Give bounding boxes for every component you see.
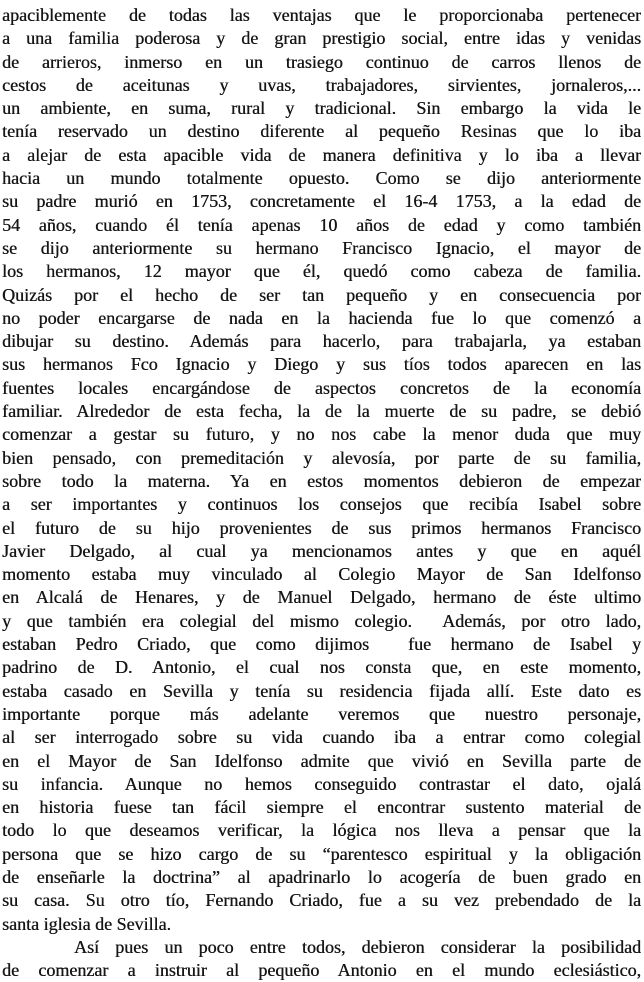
text-line: tenía reservado un destino diferente al pequeño Resinas que lo iba <box>2 121 641 142</box>
text-line: momento estaba muy vinculado al Colegio Mayor de San Idelfonso <box>2 564 641 585</box>
text-line: dibujar su destino. Además para hacerlo, para trabajarla, ya estaban <box>2 331 641 352</box>
text-line: persona que se hizo cargo de su “parentesco espiritual y la obligación <box>2 843 641 864</box>
text-line: en el Mayor de San Idelfonso admite que vivió en Sevilla parte de <box>2 750 641 771</box>
text-line: al ser interrogado sobre su vida cuando iba a entrar como colegial <box>2 727 641 748</box>
text-line: Quizás por el hecho de ser tan pequeño y en consecuencia por <box>2 284 641 305</box>
text-line: estaba casado en Sevilla y tenía su residencia fijada allí. Este dato es <box>2 680 641 701</box>
text-line: comenzar a gestar su futuro, y no nos cabe la menor duda que muy <box>2 424 641 445</box>
text-line: a ser importantes y continuos los consejos que recibía Isabel sobre <box>2 494 641 515</box>
text-line: a alejar de esta apacible vida de manera definitiva y lo iba a llevar <box>2 144 641 165</box>
text-line: y que también era colegial del mismo colegio. Además, por otro lado, <box>2 610 641 631</box>
text-line: padrino de D. Antonio, el cual nos consta que, en este momento, <box>2 657 641 678</box>
text-line: de arrieros, inmerso en un trasiego continuo de carros llenos de <box>2 51 641 72</box>
text-line: familiar. Alrededor de esta fecha, la de la muerte de su padre, se debió <box>2 401 641 422</box>
text-line: en Alcalá de Henares, y de Manuel Delgado, hermano de éste ultimo <box>2 587 641 608</box>
text-line: hacia un mundo totalmente opuesto. Como se dijo anteriormente <box>2 168 641 189</box>
text-line: no poder encargarse de nada en la hacienda fue lo que comenzó a <box>2 307 641 328</box>
text-line: de enseñarle la doctrina” al apadrinarlo lo acogería de buen grado en <box>2 866 641 887</box>
text-line: a una familia poderosa y de gran prestigio social, entre idas y venidas <box>2 28 641 49</box>
text-line: en historia fuese tan fácil siempre el encontrar sustento material de <box>2 797 641 818</box>
text-line: sus hermanos Fco Ignacio y Diego y sus tíos todos aparecen en las <box>2 354 641 375</box>
text-line: de comenzar a instruir al pequeño Antonio en el mundo eclesiástico, <box>2 960 641 981</box>
text-line: el futuro de su hijo provenientes de sus primos hermanos Francisco <box>2 517 641 538</box>
text-line: los hermanos, 12 mayor que él, quedó como cabeza de familia. <box>2 261 641 282</box>
text-line: se dijo anteriormente su hermano Francisco Ignacio, el mayor de <box>2 237 641 258</box>
text-line: Así pues un poco entre todos, debieron considerar la posibilidad <box>74 936 641 957</box>
text-line: su infancia. Aunque no hemos conseguido contrastar el dato, ojalá <box>2 773 641 794</box>
text-line: estaban Pedro Criado, que como dijimos fue hermano de Isabel y <box>2 634 641 655</box>
text-line: Javier Delgado, al cual ya mencionamos antes y que en aquél <box>2 540 641 561</box>
text-line: fuentes locales encargándose de aspectos concretos de la economía <box>2 377 641 398</box>
text-line: cestos de aceitunas y uvas, trabajadores, sirvientes, jornaleros,... <box>2 74 641 95</box>
body-text <box>2 4 641 982</box>
text-line: su casa. Su otro tío, Fernando Criado, fue a su vez prebendado de la <box>2 890 641 911</box>
text-line: un ambiente, en suma, rural y tradicional. Sin embargo la vida le <box>2 98 641 119</box>
text-line: todo lo que deseamos verificar, la lógica nos lleva a pensar que la <box>2 820 641 841</box>
text-line: 54 años, cuando él tenía apenas 10 años de edad y como también <box>2 214 641 235</box>
text-line: apaciblemente de todas las ventajas que le proporcionaba pertenecer <box>2 5 641 25</box>
text-line: importante porque más adelante veremos que nuestro personaje, <box>2 703 641 724</box>
text-line: santa iglesia de Sevilla. <box>2 913 171 934</box>
text-line: bien pensado, con premeditación y alevosía, por parte de su familia, <box>2 447 641 468</box>
text-line: sobre todo la materna. Ya en estos momentos debieron de empezar <box>2 470 641 491</box>
text-line: su padre murió en 1753, concretamente el 16-4 1753, a la edad de <box>2 191 641 212</box>
